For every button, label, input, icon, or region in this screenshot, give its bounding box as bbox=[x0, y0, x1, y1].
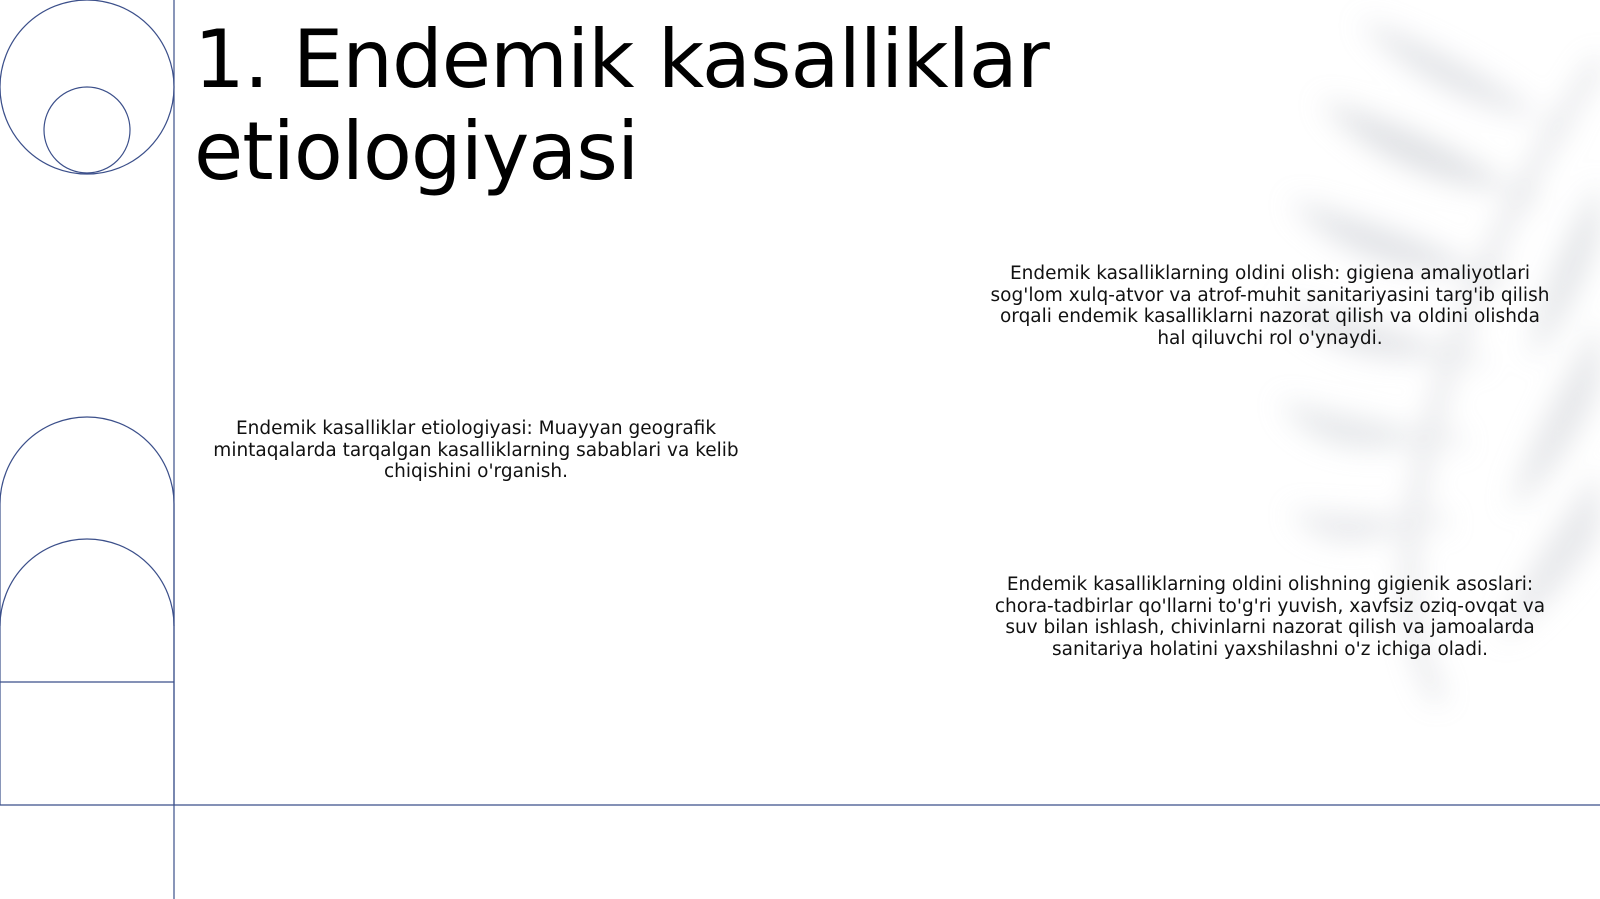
small-circle bbox=[44, 87, 130, 173]
upper-arch bbox=[0, 417, 174, 805]
slide-title: 1. Endemik kasalliklar etiologiyasi bbox=[194, 13, 1049, 198]
hygiene-text-block: Endemik kasalliklarning oldini olishning gigienik asoslari: chora-tadbirlar qo'llarni to'g'ri yuvish, xavfsiz oziq-ovqat va suv bilan ishlash, chivinlarni nazorat qilish va jamoalarda sanitariya holatini yaxshilashni o'z ichiga oladi. bbox=[994, 574, 1546, 660]
etiology-text-block: Endemik kasalliklar etiologiyasi: Muayyan geografik mintaqalarda tarqalgan kasalliklarning sabablari va kelib chiqishini o'rganish. bbox=[213, 418, 739, 482]
prevention-text-block: Endemik kasalliklarning oldini olish: gigiena amaliyotlari sog'lom xulq-atvor va atrof-muhit sanitariyasini targ'ib qilish orqali endemik kasalliklarni nazorat qilish va oldini olishda hal qiluvchi rol o'ynaydi. bbox=[990, 263, 1550, 349]
lower-arch bbox=[0, 539, 174, 626]
